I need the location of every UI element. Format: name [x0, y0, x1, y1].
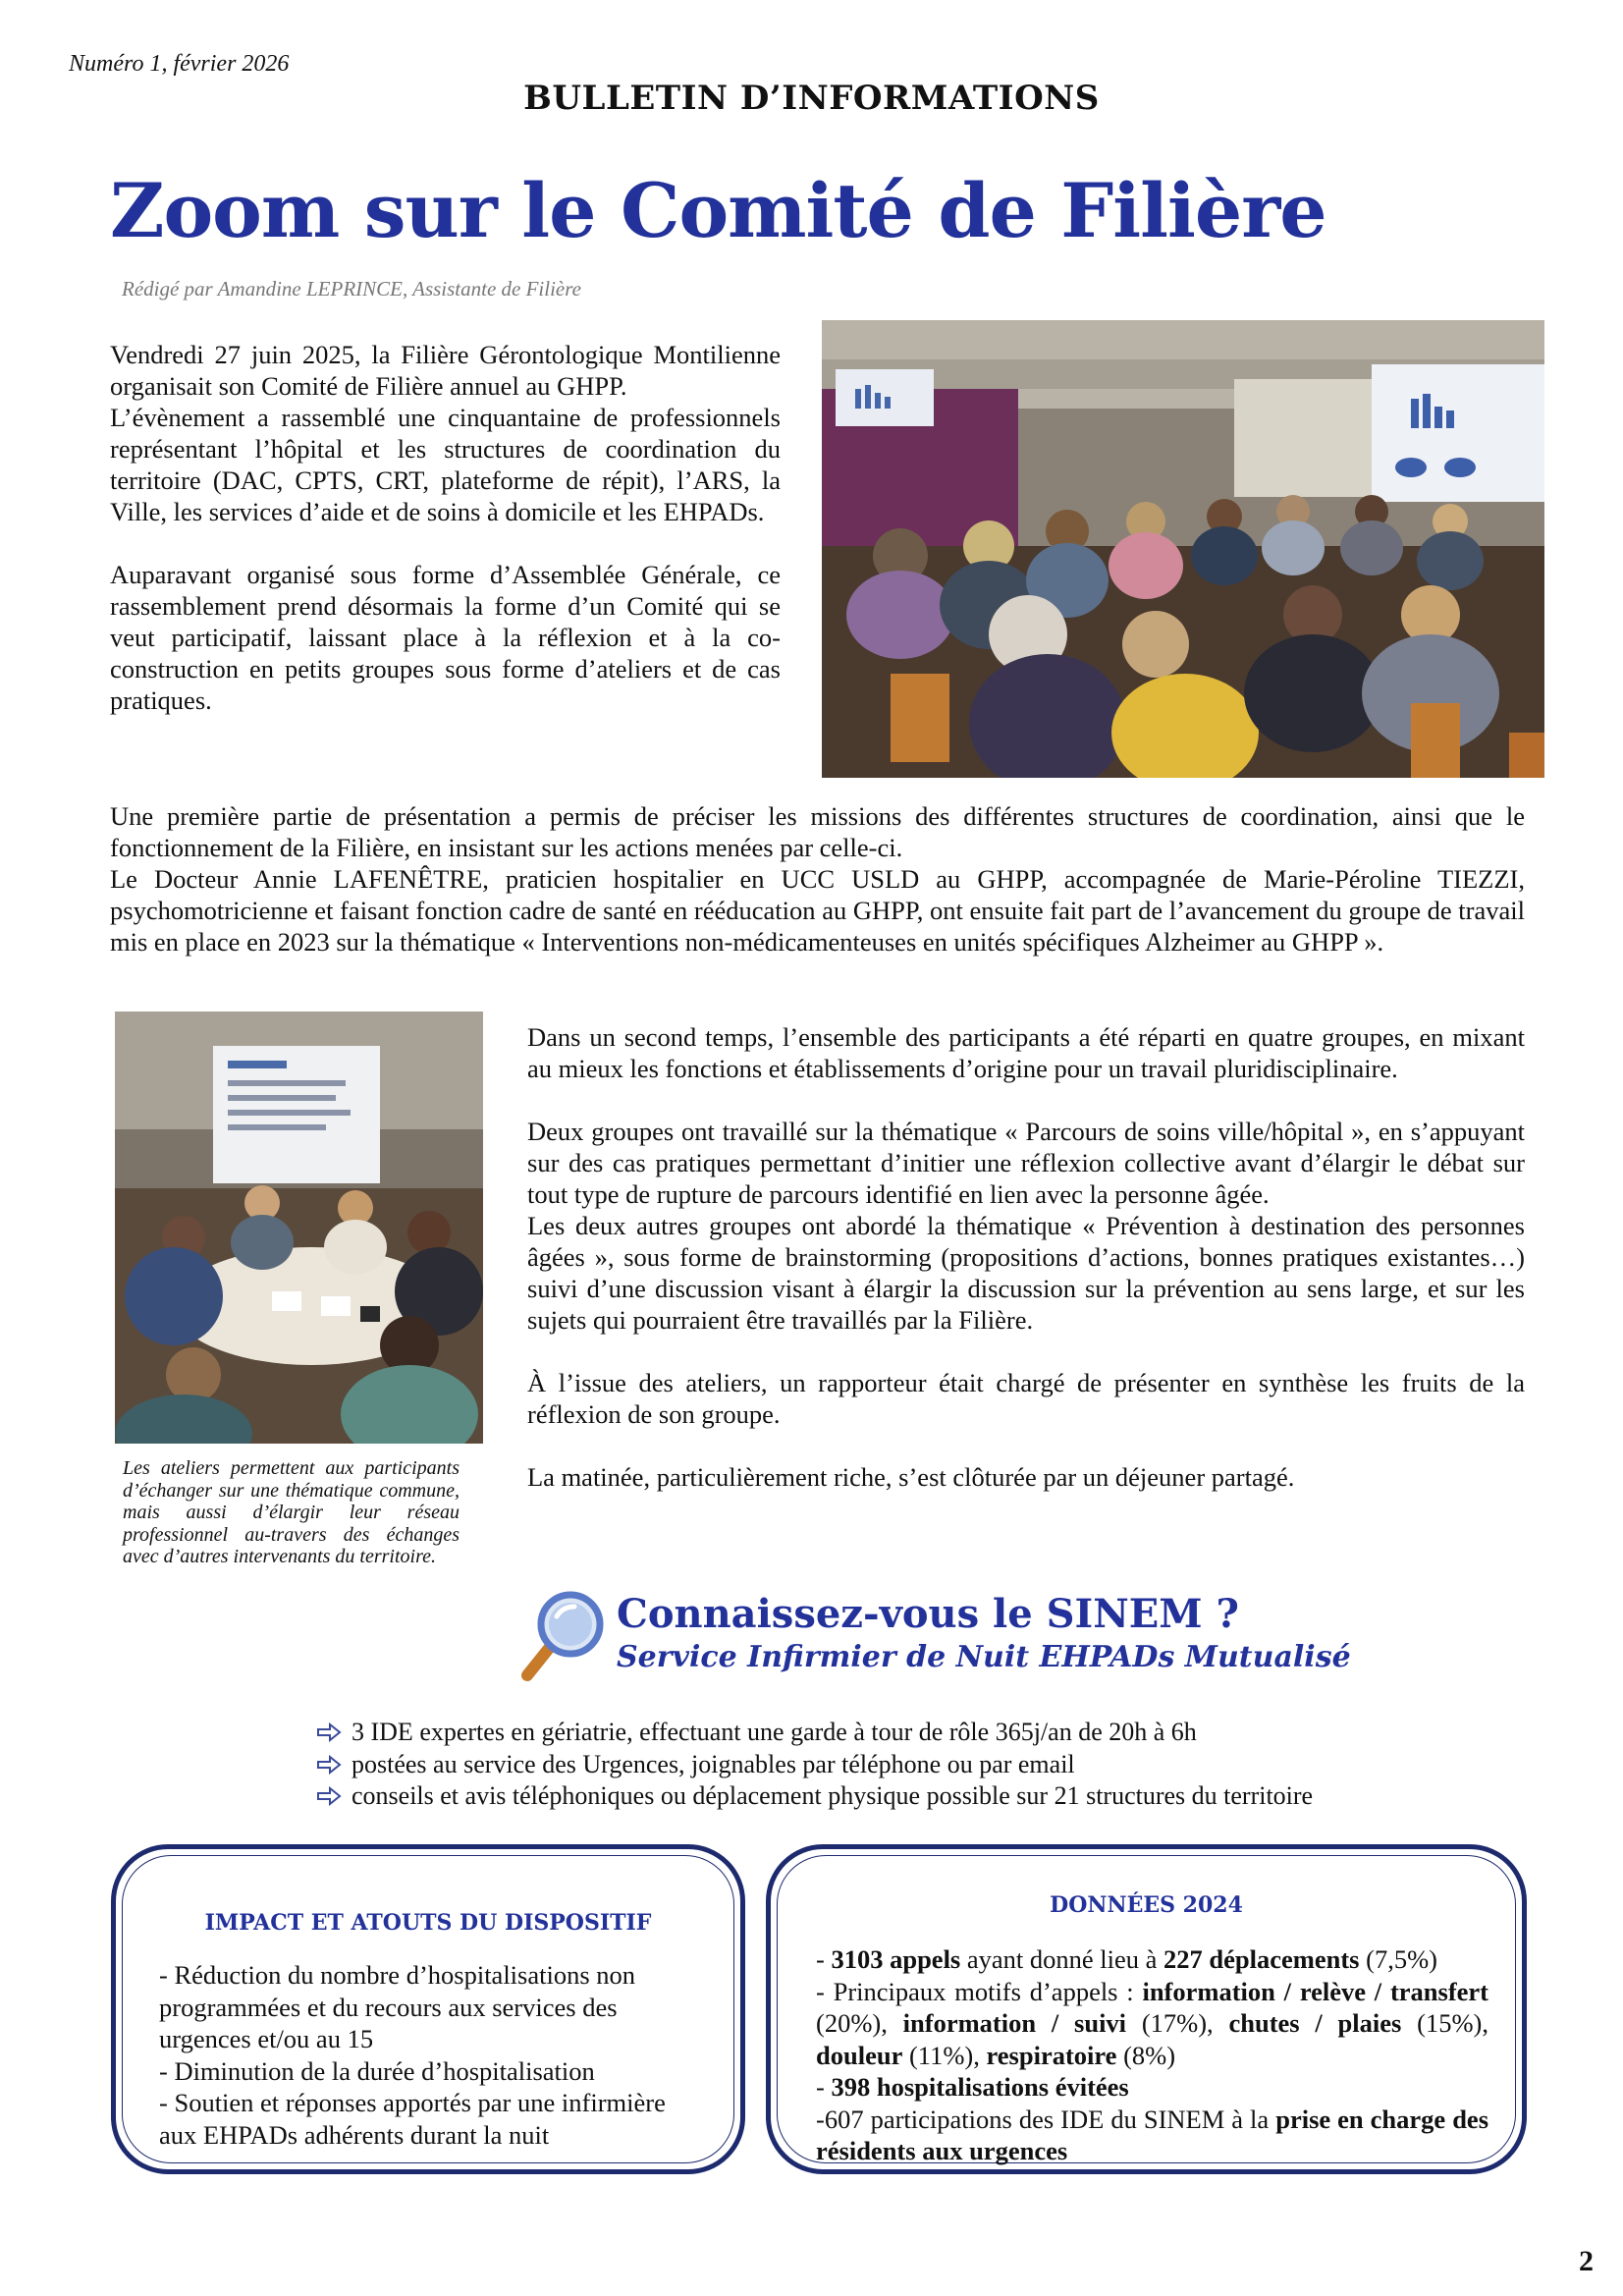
impact-item: - Diminution de la durée d’hospitalisation	[159, 2055, 595, 2086]
calls-count: 3103 appels	[831, 1944, 961, 1974]
page-number: 2	[1579, 2245, 1594, 2277]
sinem-title: Connaissez-vous le SINEM ?	[617, 1591, 1239, 1637]
bullet-item	[316, 1749, 1313, 1781]
middle-paragraph: Le Docteur Annie LAFENÊTRE, praticien hospitalier en UCC USLD au GHPP, accompagnée de Marie-Péroline TIEZZI, psychomotricienne et faisant fonction cadre de santé en rééducation au GHPP, ont ensuite fait part de l’avancement du groupe de travail mis en place en 2023 sur la thématique « Interventions non-médicamenteuses en unités spécifiques Alzheimer au GHPP ».	[110, 864, 1525, 957]
sinem-bullets	[316, 1717, 1313, 1813]
right-column-text	[527, 1021, 1525, 1493]
bullet-text: conseils et avis téléphoniques ou déplacement physique possible sur 21 structures du territoire	[352, 1781, 1314, 1810]
middle-text	[110, 800, 1525, 957]
impact-box	[111, 1844, 745, 2174]
bullet-item	[316, 1780, 1313, 1813]
right-paragraph: Dans un second temps, l’ensemble des participants a été réparti en quatre groupes, en mixant au mieux les fonctions et établissements d’origine pour un travail pluridisciplinaire.	[527, 1022, 1525, 1083]
donnees-line-motifs: - Principaux motifs d’appels : information / relève / transfert (20%), information / suivi (17%), chutes / plaies (15%), douleur (11%), respiratoire (8%)	[816, 1976, 1489, 2070]
bullet-text: postées au service des Urgences, joignables par téléphone ou par email	[352, 1749, 1075, 1778]
conference-photo-image	[822, 320, 1544, 778]
impact-list	[159, 1959, 709, 2151]
intro-paragraph: Auparavant organisé sous forme d’Assemblée Générale, ce rassemblement prend désormais la forme d’un Comité qui se veut participatif, laissant place à la réflexion et à la co-construction en petits groupes sous forme d’ateliers et de cas pratiques.	[110, 560, 781, 715]
bulletin-title: BULLETIN D’INFORMATIONS	[523, 79, 1100, 118]
right-paragraph: Les deux autres groupes ont abordé la thématique « Prévention à destination des personnes âgées », sous forme de brainstorming (propositions d’actions, bonnes pratiques existantes…) suivi d’une discussion visant à élargir la discussion sur la prévention au sens large, et sur les sujets qui pourraient être travaillés par la Filière.	[527, 1211, 1525, 1335]
arrow-right-icon	[316, 1786, 342, 1806]
intro-paragraph: L’évènement a rassemblé une cinquantaine de professionnels représentant l’hôpital et les structures de coordination du territoire (DAC, CPTS, CRT, plateforme de répit), l’ARS, la Ville, les services d’aide et de soins à domicile et les EHPADs.	[110, 403, 781, 526]
impact-item: - Réduction du nombre d’hospitalisations non programmées et du recours aux services des urgences et/ou au 15	[159, 1960, 636, 2053]
workshop-photo	[115, 1011, 483, 1444]
trips-count: 227 déplacements	[1163, 1944, 1360, 1974]
conference-photo	[822, 320, 1544, 778]
right-paragraph: Deux groupes ont travaillé sur la thématique « Parcours de soins ville/hôpital », en s’appuyant sur des cas pratiques permettant d’initier une réflexion collective avant d’élargir le débat sur tout type de rupture de parcours identifié en lien avec la personne âgée.	[527, 1117, 1525, 1209]
donnees-list	[816, 1943, 1488, 2167]
issue-date: Numéro 1, février 2026	[69, 51, 290, 77]
intro-text	[110, 339, 781, 716]
arrow-right-icon	[316, 1722, 342, 1742]
arrow-right-icon	[316, 1755, 342, 1775]
workshop-photo-image	[115, 1011, 483, 1444]
author-byline: Rédigé par Amandine LEPRINCE, Assistante de Filière	[122, 277, 581, 301]
impact-item: - Soutien et réponses apportés par une infirmière aux EHPADs adhérents durant la nuit	[159, 2088, 666, 2150]
impact-box-title: IMPACT ET ATOUTS DU DISPOSITIF	[204, 1910, 652, 1936]
middle-paragraph: Une première partie de présentation a permis de préciser les missions des différentes structures de coordination, ainsi que le fonctionnement de la Filière, en insistant sur les actions menées par celle-ci.	[110, 801, 1525, 862]
sinem-subtitle: Service Infirmier de Nuit EHPADs Mutualisé	[617, 1640, 1351, 1674]
right-paragraph: La matinée, particulièrement riche, s’est clôturée par un déjeuner partagé.	[527, 1462, 1295, 1492]
magnifier-icon	[515, 1589, 609, 1682]
photo-caption: Les ateliers permettent aux participants d’échanger sur une thématique commune, mais aussi d’élargir leur réseau professionnel au-travers des échanges avec d’autres intervenants du territoire.	[123, 1457, 460, 1567]
right-paragraph: À l’issue des ateliers, un rapporteur était chargé de présenter en synthèse les fruits de la réflexion de son groupe.	[527, 1368, 1525, 1429]
page-title: Zoom sur le Comité de Filière	[110, 167, 1326, 254]
donnees-box-title: DONNÉES 2024	[1050, 1892, 1243, 1918]
bullet-text: 3 IDE expertes en gériatrie, effectuant une garde à tour de rôle 365j/an de 20h à 6h	[352, 1718, 1197, 1746]
donnees-line-hospitalisations: - 398 hospitalisations évitées	[816, 2072, 1129, 2102]
donnees-box	[766, 1844, 1527, 2174]
bullet-item	[316, 1717, 1313, 1749]
donnees-line-calls: - 3103 appels ayant donné lieu à 227 déplacements (7,5%)	[816, 1944, 1437, 1974]
intro-paragraph: Vendredi 27 juin 2025, la Filière Gérontologique Montilienne organisait son Comité de Filière annuel au GHPP.	[110, 340, 781, 401]
donnees-line-participations: -607 participations des IDE du SINEM à la prise en charge des résidents aux urgences	[816, 2104, 1489, 2165]
